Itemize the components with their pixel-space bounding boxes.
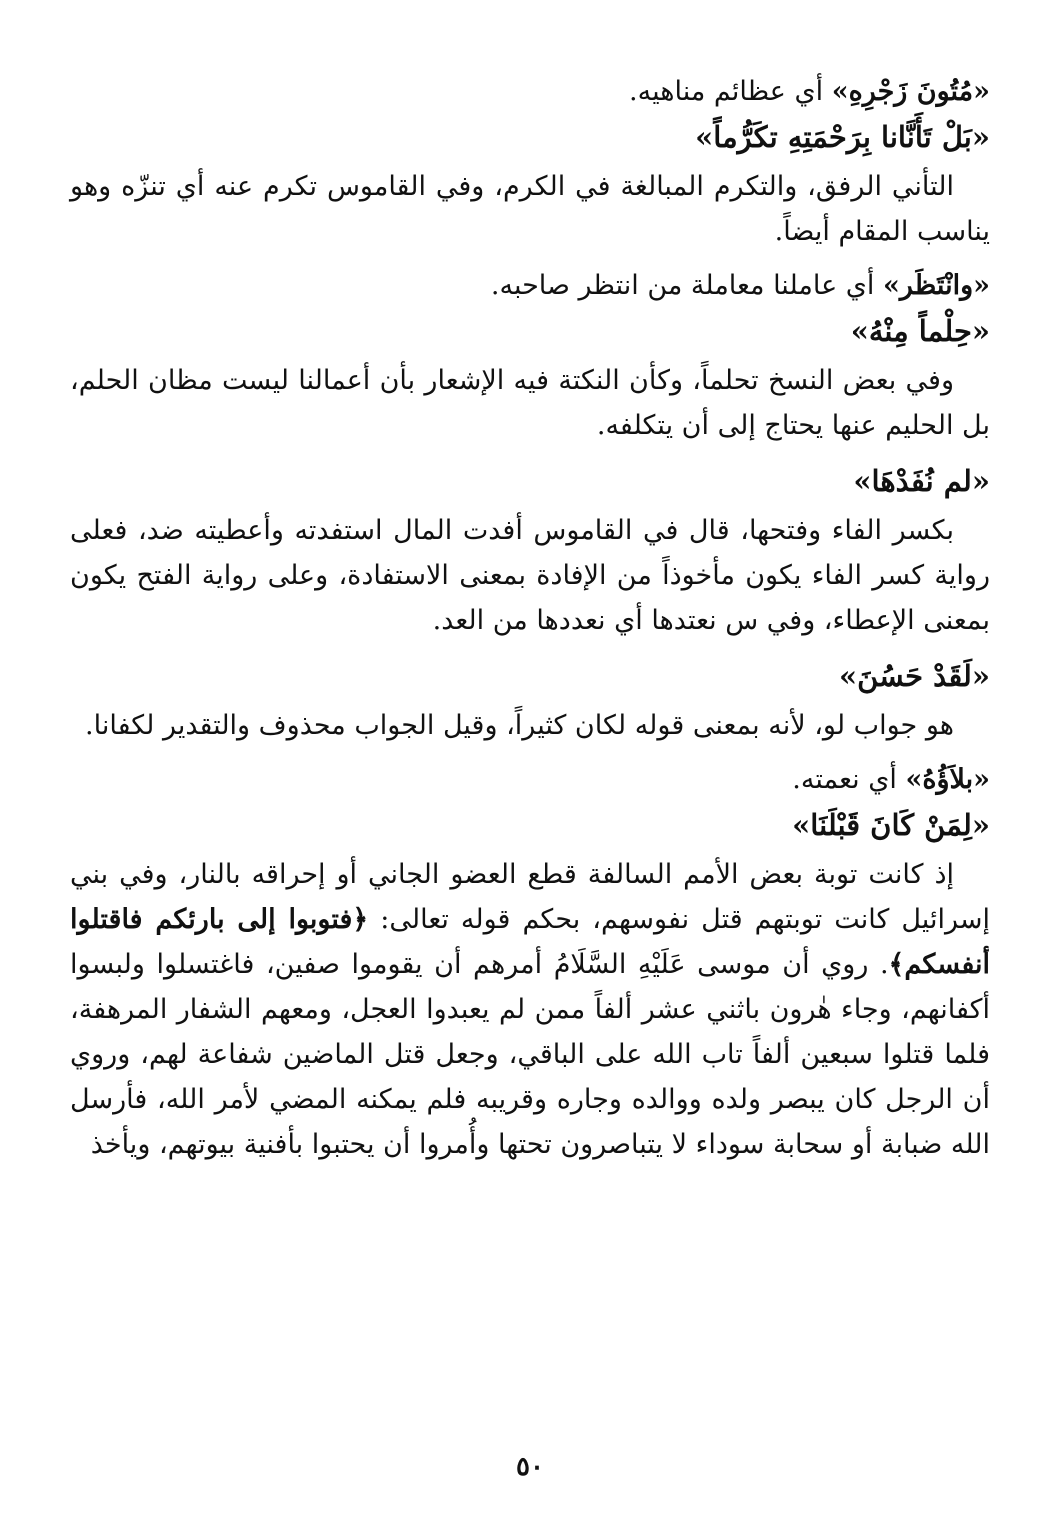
paragraph-4: هو جواب لو، لأنه بمعنى قوله لكان كثيراً، وقيل الجواب محذوف والتقدير لكفانا. — [85, 710, 954, 741]
gloss-text: أي عاملنا معاملة من انتظر صاحبه. — [490, 270, 883, 301]
gloss-text: أي عظائم مناهيه. — [629, 76, 832, 107]
gloss-term: «بلاَؤُهُ» — [905, 764, 990, 795]
section-heading-3: «لم نُفَدْهَا» — [853, 464, 990, 498]
paragraph-5-part-1: إذ كانت توبة بعض الأمم السالفة قطع العضو الجاني أو إحراقه بالنار، وفي بني إسرائيل كانت توبتهم قتل نفوسهم، بحكم قوله تعالى: — [70, 859, 990, 935]
page-number: ٥٠ — [516, 1452, 544, 1482]
page-body — [70, 70, 990, 1430]
gloss-text: أي نعمته. — [792, 764, 906, 795]
gloss-term: «مُتُونَ زَجْرِهِ» — [831, 76, 990, 107]
paragraph-1: التأني الرفق، والتكرم المبالغة في الكرم، وفي القاموس تكرم عنه أي تنزّه وهو يناسب المقام أيضاً. — [70, 171, 990, 247]
paragraph-2: وفي بعض النسخ تحلماً، وكأن النكتة فيه الإشعار بأن أعمالنا ليست مظان الحلم، بل الحليم عنها يحتاج إلى أن يتكلفه. — [70, 365, 990, 441]
gloss-line-3 — [70, 758, 990, 802]
section-heading-1: «بَلْ تَأَنَّانا بِرَحْمَتِهِ تكَرُّماً» — [695, 120, 990, 154]
section-heading-4: «لَقَدْ حَسُنَ» — [839, 659, 990, 693]
paragraph-5 — [70, 852, 990, 1167]
quran-quote: ﴿فتوبوا إلى بارئكم فاقتلوا أنفسكم﴾ — [70, 904, 990, 980]
gloss-line-2 — [70, 264, 990, 308]
paragraph-3: بكسر الفاء وفتحها، قال في القاموس أفدت المال استفدته وأعطيته ضد، فعلى رواية كسر الفاء يكون مأخوذاً من الإفادة بمعنى الاستفادة، وعلى رواية الفتح يكون بمعنى الإعطاء، وفي س نعتدها أي نعددها من العد. — [70, 515, 990, 636]
gloss-line-1 — [70, 70, 990, 114]
section-heading-2: «حِلْماً مِنْهُ» — [850, 314, 990, 348]
paragraph-5-part-2: . روي أن موسى عَلَيْهِ السَّلَامُ أمرهم أن يقوموا صفين، فاغتسلوا ولبسوا أكفانهم، وجاء هٰرون باثني عشر ألفاً ممن لم يعبدوا العجل، ومعهم الشفار المرهفة، فلما قتلوا سبعين ألفاً تاب الله على الباقي، وجعل قتل الماضين شفاعة لهم، وروي أن الرجل كان يبصر ولده ووالده وجاره وقريبه فلم يمكنه المضي لأمر الله، فأرسل الله ضبابة أو سحابة سوداء لا يتباصرون تحتها وأُمروا أن يحتبوا بأفنية بيوتهم، ويأخذ — [70, 949, 990, 1160]
gloss-term: «وانْتَظَر» — [883, 270, 990, 301]
section-heading-5: «لِمَنْ كَانَ قَبْلَنَا» — [792, 808, 990, 842]
